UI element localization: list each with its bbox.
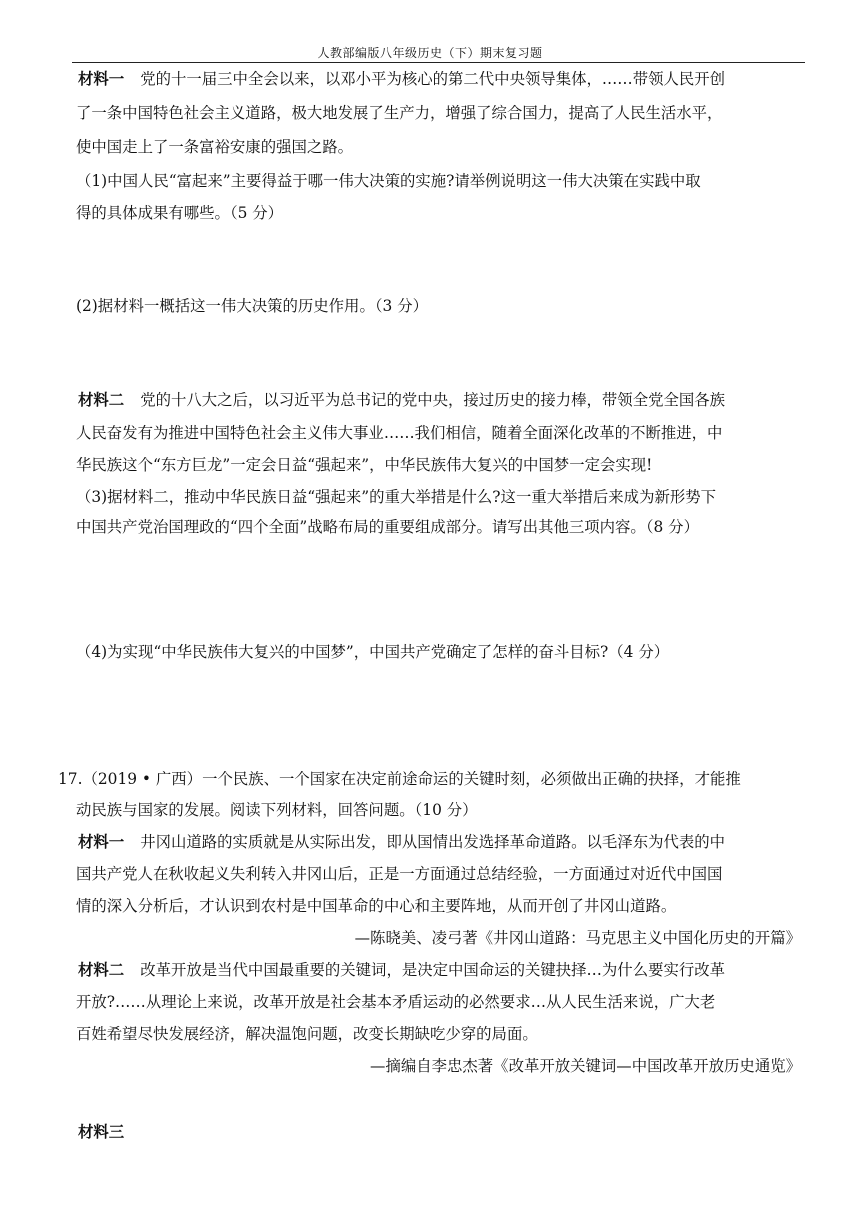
material1-line-1 (78, 69, 725, 89)
question-17-line-2: 动民族与国家的发展。阅读下列材料，回答问题。（10 分） (76, 801, 478, 819)
material1-line-3: 使中国走上了一条富裕安康的强国之路。 (76, 138, 354, 156)
material1-line-2: 了一条中国特色社会主义道路，极大地发展了生产力，增强了综合国力，提高了人民生活水平， (76, 104, 723, 122)
question-3-line-2: 中国共产党治国理政的“四个全面”战略布局的重要组成部分。请写出其他三项内容。（8 分） (76, 518, 699, 536)
question-1-line-2: 得的具体成果有哪些。（5 分） (76, 204, 284, 222)
question-3-line-1: （3)据材料二，推动中华民族日益“强起来”的重大举措是什么?这一重大举措后来成为新形势下 (76, 488, 717, 506)
q17-material2-line-1 (78, 960, 725, 980)
question-4: （4)为实现“中华民族伟大复兴的中国梦”，中国共产党确定了怎样的奋斗目标?（4 分） (76, 643, 670, 661)
q17-material2-source: —摘编自李忠杰著《改革开放关键词—中国改革开放历史通览》 (370, 1057, 801, 1075)
material1-text-1: 党的十一届三中全会以来，以邓小平为核心的第二代中央领导集体，……带领人民开创 (140, 70, 726, 88)
material2-label: 材料二 (78, 391, 125, 409)
material1-label: 材料一 (78, 70, 125, 88)
question-17-line-1: 17.（2019 • 广西）一个民族、一个国家在决定前途命运的关键时刻，必须做出正确的抉择，才能推 (58, 770, 741, 788)
q17-material1-label: 材料一 (78, 833, 125, 851)
q17-material1-text-1: 井冈山道路的实质就是从实际出发，即从国情出发选择革命道路。以毛泽东为代表的中 (140, 833, 726, 851)
q17-material1-source: —陈晓美、凌弓著《井冈山道路：马克思主义中国化历史的开篇》 (354, 929, 801, 947)
q17-material2-line-3: 百姓希望尽快发展经济，解决温饱问题，改变长期缺吃少穿的局面。 (76, 1025, 538, 1043)
page-header-title: 人教部编版八年级历史（下）期末复习题 (317, 46, 543, 60)
material2-line-2: 人民奋发有为推进中国特色社会主义伟大事业……我们相信，随着全面深化改革的不断推进，中 (76, 424, 723, 442)
q17-material1-line-1 (78, 832, 725, 852)
header-divider (72, 62, 805, 63)
q17-material3-label: 材料三 (78, 1123, 125, 1141)
material2-line-3: 华民族这个“东方巨龙”一定会日益“强起来”，中华民族伟大复兴的中国梦一定会实现! (76, 456, 653, 474)
q17-material2-label: 材料二 (78, 961, 125, 979)
q17-material1-line-2: 国共产党人在秋收起义失利转入井冈山后，正是一方面通过总结经验，一方面通过对近代中国国 (76, 865, 723, 883)
material2-line-1 (78, 390, 725, 410)
material2-text-1: 党的十八大之后，以习近平为总书记的党中央，接过历史的接力棒，带领全党全国各族 (140, 391, 726, 409)
q17-material1-line-3: 情的深入分析后，才认识到农村是中国革命的中心和主要阵地，从而开创了井冈山道路。 (76, 897, 677, 915)
question-2: (2)据材料一概括这一伟大决策的历史作用。（3 分） (76, 297, 428, 315)
q17-material2-text-1: 改革开放是当代中国最重要的关键词，是决定中国命运的关键抉择…为什么要实行改革 (140, 961, 726, 979)
q17-material2-line-2: 开放?……从理论上来说，改革开放是社会基本矛盾运动的必然要求…从人民生活来说，广大老 (76, 993, 716, 1011)
question-1-line-1: （1)中国人民“富起来”主要得益于哪一伟大决策的实施?请举例说明这一伟大决策在实践中取 (76, 172, 701, 190)
